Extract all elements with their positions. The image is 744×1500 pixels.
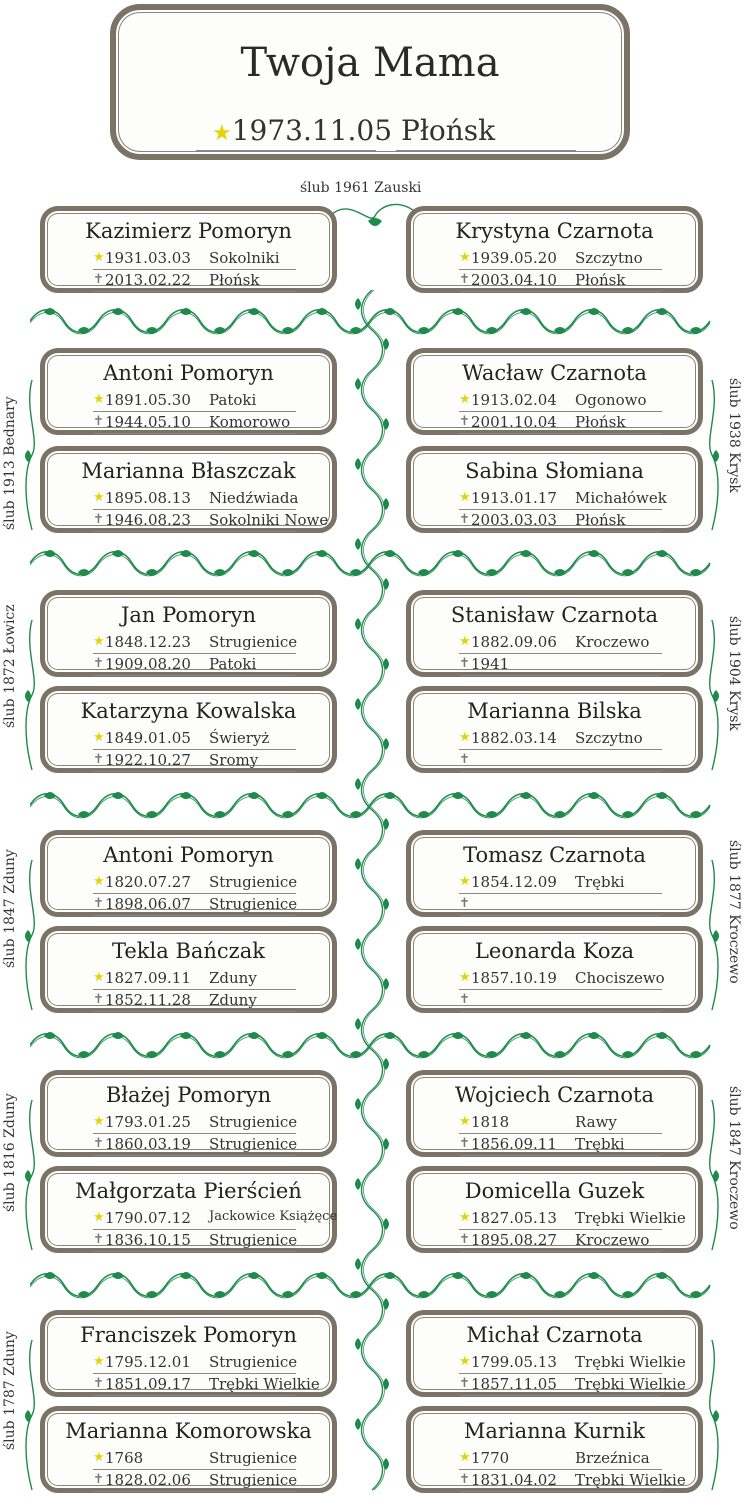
star-icon: ★ bbox=[93, 1114, 105, 1129]
person-card bbox=[406, 446, 703, 533]
birth-date: 1820.07.27 bbox=[105, 873, 191, 891]
star-icon: ★ bbox=[459, 250, 471, 265]
star-icon: ★ bbox=[459, 634, 471, 649]
birth-row bbox=[93, 248, 296, 270]
person-name: Sabina Słomiana bbox=[465, 459, 644, 483]
cross-icon: ✝ bbox=[93, 414, 104, 429]
marriage-label: ślub 1938 Krysk bbox=[726, 378, 742, 493]
death-row bbox=[93, 750, 296, 772]
cross-icon: ✝ bbox=[93, 992, 104, 1007]
marriage-label: ślub 1816 Zduny bbox=[2, 1093, 18, 1212]
death-date: 1851.09.17 bbox=[105, 1375, 191, 1393]
death-row bbox=[459, 990, 662, 1012]
birth-date: 1770 bbox=[471, 1449, 510, 1467]
person-name: Antoni Pomoryn bbox=[103, 843, 274, 867]
birth-row bbox=[459, 1208, 686, 1230]
death-row bbox=[459, 1470, 686, 1492]
birth-date: 1891.05.30 bbox=[105, 391, 191, 409]
birth-row bbox=[93, 390, 296, 412]
person-name: Marianna Bilska bbox=[467, 699, 642, 723]
death-date: 1828.02.06 bbox=[105, 1471, 191, 1489]
death-place: Sokolniki Nowe bbox=[209, 511, 329, 529]
death-place: Płońsk bbox=[575, 413, 626, 431]
birth-row bbox=[459, 968, 665, 990]
star-icon: ★ bbox=[459, 970, 471, 985]
side-vine bbox=[24, 860, 40, 1010]
birth-row bbox=[93, 1448, 296, 1470]
person-name: Leonarda Koza bbox=[474, 939, 635, 963]
birth-row bbox=[459, 248, 662, 270]
star-icon: ★ bbox=[93, 1450, 105, 1465]
death-place: Trębki Wielkie bbox=[209, 1375, 320, 1393]
mother-birth-place: Płońsk bbox=[401, 114, 496, 147]
person-name: Domicella Guzek bbox=[464, 1179, 645, 1203]
birth-row bbox=[459, 488, 667, 510]
star-icon: ★ bbox=[459, 490, 471, 505]
death-row bbox=[459, 894, 662, 916]
birth-date: 1913.01.17 bbox=[471, 489, 557, 507]
birth-place: Strugienice bbox=[209, 1449, 298, 1467]
birth-place: Rawy bbox=[575, 1113, 617, 1131]
death-place: Zduny bbox=[209, 991, 257, 1009]
death-place: Trębki Wielkie bbox=[575, 1375, 686, 1393]
birth-place: Michałówek bbox=[575, 489, 667, 507]
death-row bbox=[93, 510, 329, 532]
death-place: Trębki Wielkie bbox=[575, 1471, 686, 1489]
star-icon: ★ bbox=[459, 392, 471, 407]
person-card bbox=[40, 1166, 337, 1253]
person-name: Wojciech Czarnota bbox=[455, 1083, 654, 1107]
birth-date: 1882.09.06 bbox=[471, 633, 557, 651]
birth-date: 1849.01.05 bbox=[105, 729, 191, 747]
person-card bbox=[40, 348, 337, 435]
birth-place: Brzeźnica bbox=[575, 1449, 650, 1467]
death-date: 1944.05.10 bbox=[105, 413, 191, 431]
person-name: Michał Czarnota bbox=[466, 1323, 643, 1347]
side-vine bbox=[704, 380, 720, 530]
death-row bbox=[93, 654, 296, 676]
death-date: 1852.11.28 bbox=[105, 991, 191, 1009]
birth-place: Strugienice bbox=[209, 633, 298, 651]
death-place: Płońsk bbox=[575, 271, 626, 289]
birth-place: Ogonowo bbox=[575, 391, 647, 409]
death-row bbox=[93, 270, 296, 292]
death-row bbox=[459, 1134, 662, 1156]
cross-icon: ✝ bbox=[459, 656, 470, 671]
birth-date: 1818 bbox=[471, 1113, 510, 1131]
side-vine bbox=[24, 380, 40, 530]
death-date: 1895.08.27 bbox=[471, 1231, 557, 1249]
birth-place: Zduny bbox=[209, 969, 257, 987]
death-place: Płońsk bbox=[575, 511, 626, 529]
star-icon: ★ bbox=[93, 874, 105, 889]
birth-date: 1799.05.13 bbox=[471, 1353, 557, 1371]
death-row bbox=[93, 894, 296, 916]
person-card bbox=[40, 206, 337, 293]
birth-row bbox=[93, 728, 296, 750]
birth-place: Sokolniki bbox=[209, 249, 280, 267]
person-card bbox=[40, 590, 337, 677]
star-icon: ★ bbox=[93, 1354, 105, 1369]
birth-row bbox=[93, 1352, 296, 1374]
birth-place: Świeryż bbox=[209, 729, 270, 747]
death-date: 1860.03.19 bbox=[105, 1135, 191, 1153]
death-row bbox=[459, 270, 662, 292]
birth-place: Szczytno bbox=[575, 729, 643, 747]
birth-row bbox=[93, 632, 296, 654]
person-name: Stanisław Czarnota bbox=[450, 603, 659, 627]
death-date: 1922.10.27 bbox=[105, 751, 191, 769]
marriage-label: ślub 1913 Bednary bbox=[2, 396, 18, 530]
death-place: Komorowo bbox=[209, 413, 291, 431]
person-card bbox=[40, 1070, 337, 1157]
death-row bbox=[459, 1230, 662, 1252]
star-icon: ★ bbox=[459, 1354, 471, 1369]
death-place: Strugienice bbox=[209, 1471, 298, 1489]
person-card bbox=[406, 686, 703, 773]
death-place: Trębki bbox=[575, 1135, 625, 1153]
birth-date: 1848.12.23 bbox=[105, 633, 191, 651]
star-icon: ★ bbox=[93, 1210, 105, 1225]
person-name: Franciszek Pomoryn bbox=[80, 1323, 297, 1347]
side-vine bbox=[704, 1340, 720, 1490]
star-icon: ★ bbox=[459, 874, 471, 889]
birth-place: Chociszewo bbox=[575, 969, 665, 987]
death-row bbox=[93, 412, 296, 434]
side-vine bbox=[704, 620, 720, 770]
birth-row bbox=[93, 1112, 296, 1134]
death-place: Strugienice bbox=[209, 1135, 298, 1153]
marriage-label: ślub 1847 Kroczewo bbox=[726, 1086, 742, 1230]
birth-date: 1882.03.14 bbox=[471, 729, 557, 747]
cross-icon: ✝ bbox=[459, 1232, 470, 1247]
star-icon: ★ bbox=[212, 121, 232, 146]
death-row bbox=[459, 750, 662, 772]
cross-icon: ✝ bbox=[93, 512, 104, 527]
cross-icon: ✝ bbox=[93, 1472, 104, 1487]
birth-place: Trębki Wielkie bbox=[575, 1353, 686, 1371]
cross-icon: ✝ bbox=[93, 896, 104, 911]
birth-row bbox=[93, 968, 296, 990]
person-name: Marianna Komorowska bbox=[65, 1419, 312, 1443]
birth-date: 1895.08.13 bbox=[105, 489, 191, 507]
marriage-label: ślub 1904 Krysk bbox=[726, 616, 742, 731]
death-row bbox=[459, 412, 662, 434]
birth-date: 1790.07.12 bbox=[105, 1209, 191, 1227]
birth-place: Strugienice bbox=[209, 1113, 298, 1131]
marriage-label: ślub 1847 Zduny bbox=[2, 849, 18, 968]
star-icon: ★ bbox=[459, 1210, 471, 1225]
death-place: Patoki bbox=[209, 655, 257, 673]
divider bbox=[196, 150, 376, 151]
birth-place: Trębki Wielkie bbox=[575, 1209, 686, 1227]
person-card bbox=[406, 348, 703, 435]
person-name: Tomasz Czarnota bbox=[463, 843, 646, 867]
mother-birth-date: 1973.11.05 bbox=[231, 114, 393, 147]
death-place: Płońsk bbox=[209, 271, 260, 289]
person-card bbox=[406, 206, 703, 293]
central-vine bbox=[352, 290, 392, 1500]
marriage-label: ślub 1877 Kroczewo bbox=[726, 840, 742, 984]
death-date: 1856.09.11 bbox=[471, 1135, 557, 1153]
side-vine bbox=[24, 620, 40, 770]
person-name: Marianna Błaszczak bbox=[81, 459, 296, 483]
person-name: Wacław Czarnota bbox=[462, 361, 647, 385]
person-name: Antoni Pomoryn bbox=[103, 361, 274, 385]
person-name: Krystyna Czarnota bbox=[455, 219, 654, 243]
marriage-label: ślub 1961 Zauski bbox=[300, 180, 422, 196]
death-place: Strugienice bbox=[209, 895, 298, 913]
birth-place: Patoki bbox=[209, 391, 257, 409]
death-place: Sromy bbox=[209, 751, 259, 769]
death-row bbox=[459, 510, 662, 532]
person-card bbox=[40, 1310, 337, 1397]
cross-icon: ✝ bbox=[459, 1472, 470, 1487]
birth-place: Szczytno bbox=[575, 249, 643, 267]
birth-date: 1854.12.09 bbox=[471, 873, 557, 891]
death-date: 2001.10.04 bbox=[471, 413, 557, 431]
mother-name: Twoja Mama bbox=[240, 40, 500, 86]
birth-place: Strugienice bbox=[209, 1353, 298, 1371]
death-date: 2003.04.10 bbox=[471, 271, 557, 289]
birth-row bbox=[459, 1352, 686, 1374]
side-vine bbox=[704, 860, 720, 1010]
person-name: Jan Pomoryn bbox=[120, 603, 257, 627]
birth-row bbox=[459, 632, 662, 654]
person-name: Marianna Kurnik bbox=[463, 1419, 646, 1443]
person-name: Małgorzata Pierścień bbox=[75, 1179, 302, 1203]
person-name: Błażej Pomoryn bbox=[105, 1083, 272, 1107]
cross-icon: ✝ bbox=[459, 1376, 470, 1391]
birth-place: Kroczewo bbox=[575, 633, 650, 651]
death-date: 1946.08.23 bbox=[105, 511, 191, 529]
star-icon: ★ bbox=[93, 634, 105, 649]
person-card bbox=[40, 926, 337, 1013]
birth-row bbox=[459, 872, 662, 894]
person-card bbox=[406, 830, 703, 917]
death-place: Strugienice bbox=[209, 1231, 298, 1249]
death-date: 1941 bbox=[471, 655, 510, 673]
person-card bbox=[40, 1406, 337, 1493]
cross-icon: ✝ bbox=[459, 1136, 470, 1151]
birth-place: Jackowice Książęce bbox=[209, 1209, 338, 1224]
person-card bbox=[406, 1310, 703, 1397]
birth-date: 1827.09.11 bbox=[105, 969, 191, 987]
person-name: Tekla Bańczak bbox=[112, 939, 265, 963]
death-row bbox=[93, 1134, 296, 1156]
person-name: Kazimierz Pomoryn bbox=[85, 219, 292, 243]
birth-date: 1795.12.01 bbox=[105, 1353, 191, 1371]
star-icon: ★ bbox=[459, 1114, 471, 1129]
cross-icon: ✝ bbox=[459, 896, 470, 911]
mother-card bbox=[110, 4, 630, 160]
birth-place: Strugienice bbox=[209, 873, 298, 891]
birth-place: Niedźwiada bbox=[209, 489, 299, 507]
star-icon: ★ bbox=[459, 730, 471, 745]
marriage-label: ślub 1787 Zduny bbox=[2, 1331, 18, 1450]
death-date: 2003.03.03 bbox=[471, 511, 557, 529]
cross-icon: ✝ bbox=[93, 1136, 104, 1151]
side-vine bbox=[24, 1100, 40, 1250]
star-icon: ★ bbox=[459, 1450, 471, 1465]
cross-icon: ✝ bbox=[93, 1232, 104, 1247]
birth-date: 1793.01.25 bbox=[105, 1113, 191, 1131]
star-icon: ★ bbox=[93, 730, 105, 745]
birth-date: 1939.05.20 bbox=[471, 249, 557, 267]
cross-icon: ✝ bbox=[93, 656, 104, 671]
birth-date: 1827.05.13 bbox=[471, 1209, 557, 1227]
birth-date: 1857.10.19 bbox=[471, 969, 557, 987]
birth-row bbox=[459, 1112, 662, 1134]
death-date: 1857.11.05 bbox=[471, 1375, 557, 1393]
cross-icon: ✝ bbox=[459, 752, 470, 767]
mother-birth bbox=[212, 114, 392, 147]
cross-icon: ✝ bbox=[459, 272, 470, 287]
person-card bbox=[40, 446, 337, 533]
star-icon: ★ bbox=[93, 392, 105, 407]
marriage-label: ślub 1872 Łowicz bbox=[2, 604, 18, 728]
death-row bbox=[459, 654, 662, 676]
death-row bbox=[93, 1470, 296, 1492]
star-icon: ★ bbox=[93, 250, 105, 265]
side-vine bbox=[24, 1340, 40, 1490]
birth-date: 1768 bbox=[105, 1449, 144, 1467]
cross-icon: ✝ bbox=[93, 752, 104, 767]
birth-date: 1913.02.04 bbox=[471, 391, 557, 409]
star-icon: ★ bbox=[93, 490, 105, 505]
death-place: Kroczewo bbox=[575, 1231, 650, 1249]
cross-icon: ✝ bbox=[93, 272, 104, 287]
birth-row bbox=[93, 872, 296, 894]
death-row bbox=[459, 1374, 686, 1396]
birth-row bbox=[93, 1208, 338, 1230]
birth-place: Trębki bbox=[575, 873, 625, 891]
person-card bbox=[40, 686, 337, 773]
death-date: 1836.10.15 bbox=[105, 1231, 191, 1249]
death-row bbox=[93, 990, 296, 1012]
person-card bbox=[406, 1406, 703, 1493]
cross-icon: ✝ bbox=[459, 512, 470, 527]
person-card bbox=[406, 590, 703, 677]
star-icon: ★ bbox=[93, 970, 105, 985]
death-date: 1831.04.02 bbox=[471, 1471, 557, 1489]
birth-row bbox=[459, 1448, 662, 1470]
person-card bbox=[406, 926, 703, 1013]
birth-row bbox=[459, 390, 662, 412]
death-row bbox=[93, 1374, 320, 1396]
cross-icon: ✝ bbox=[93, 1376, 104, 1391]
death-date: 1909.08.20 bbox=[105, 655, 191, 673]
person-name: Katarzyna Kowalska bbox=[80, 699, 297, 723]
birth-date: 1931.03.03 bbox=[105, 249, 191, 267]
side-vine bbox=[704, 1100, 720, 1250]
person-card bbox=[40, 830, 337, 917]
birth-row bbox=[93, 488, 299, 510]
cross-icon: ✝ bbox=[459, 414, 470, 429]
death-date: 1898.06.07 bbox=[105, 895, 191, 913]
birth-row bbox=[459, 728, 662, 750]
cross-icon: ✝ bbox=[459, 992, 470, 1007]
death-row bbox=[93, 1230, 296, 1252]
death-date: 2013.02.22 bbox=[105, 271, 191, 289]
divider bbox=[396, 150, 576, 151]
person-card bbox=[406, 1166, 703, 1253]
person-card bbox=[406, 1070, 703, 1157]
